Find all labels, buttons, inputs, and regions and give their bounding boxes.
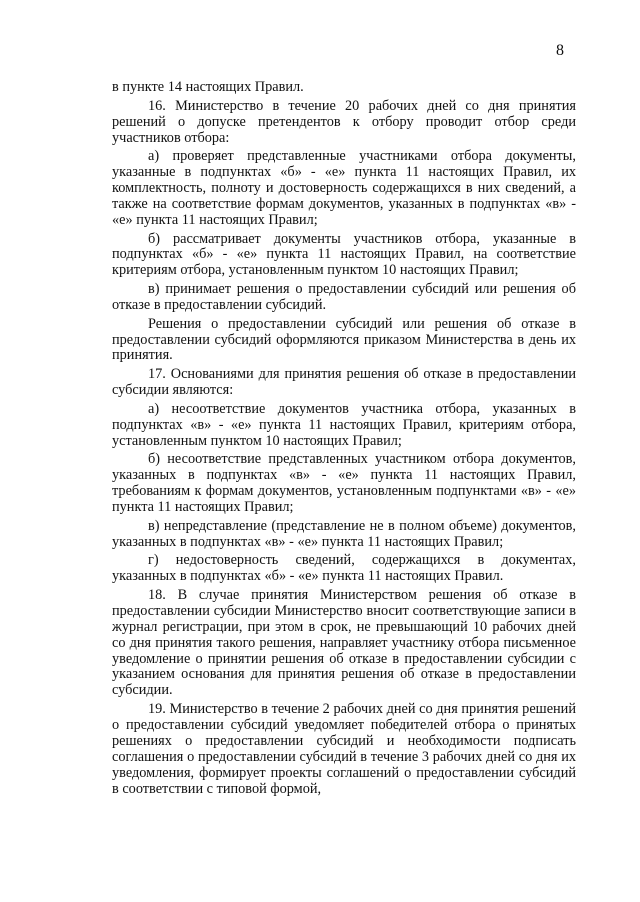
paragraph-item-16: 16. Министерство в течение 20 рабочих дней со дня принятия решений о допуске претендентов к отбору проводит отбор среди участников отбора: <box>112 97 576 146</box>
paragraph-item-16a: а) проверяет представленные участниками отбора документы, указанные в подпунктах «б» - «е» пункта 11 настоящих Правил, их комплектность, полноту и достоверность содержащихся в них сведений, а также на соответствие формам документов, указанных в подпунктах «в» - «е» пункта 11 настоящих Правил; <box>112 148 576 228</box>
paragraph-item-16v: в) принимает решения о предоставлении субсидий или решения об отказе в предоставлении субсидий. <box>112 281 576 313</box>
document-body <box>112 80 576 800</box>
paragraph-decisions: Решения о предоставлении субсидий или решения об отказе в предоставлении субсидий оформляются приказом Министерства в день их принятия. <box>112 315 576 364</box>
paragraph-item-18: 18. В случае принятия Министерством решения об отказе в предоставлении субсидии Министерство вносит соответствующие записи в журнал регистрации, при этом в срок, не превышающий 10 рабочих дней со дня принятия такого решения, направляет участнику отбора письменное уведомление о принятии решения об отказе в предоставлении субсидии с указанием основания для принятия решения об отказе в предоставлении субсидии. <box>112 586 576 699</box>
paragraph-item-17: 17. Основаниями для принятия решения об отказе в предоставлении субсидии являются: <box>112 366 576 399</box>
paragraph-item-17v: в) непредставление (представление не в полном объеме) документов, указанных в подпунктах «в» - «е» пункта 11 настоящих Правил; <box>112 517 576 550</box>
paragraph-item-17b: б) несоответствие представленных участником отбора документов, указанных в подпунктах «в» - «е» пункта 11 настоящих Правил, требованиям к формам документов, установленным подпунктами «в» - «е» пункта 11 настоящих Правил; <box>112 451 576 516</box>
paragraph-item-17g: г) недостоверность сведений, содержащихся в документах, указанных в подпунктах «б» - «е» пункта 11 настоящих Правил. <box>112 552 576 585</box>
paragraph-item-19: 19. Министерство в течение 2 рабочих дней со дня принятия решений о предоставлении субсидий уведомляет победителей отбора о принятых решениях о предоставлении субсидий и необходимости подписать соглашения о предоставлении субсидий в течение 3 рабочих дней со дня их уведомления, формирует проекты соглашений о предоставлении субсидий в соответствии с типовой формой, <box>112 701 576 797</box>
page-number: 8 <box>556 42 564 59</box>
paragraph-item-16b: б) рассматривает документы участников отбора, указанные в подпунктах «б» - «е» пункта 11 настоящих Правил, на соответствие критериям отбора, установленным пунктом 10 настоящих Правил; <box>112 230 576 279</box>
paragraph-continuation: в пункте 14 настоящих Правил. <box>112 79 304 95</box>
paragraph-item-17a: а) несоответствие документов участника отбора, указанных в подпунктах «в» - «е» пункта 11 настоящих Правил, критериям отбора, установленным пунктом 10 настоящих Правил; <box>112 400 576 449</box>
